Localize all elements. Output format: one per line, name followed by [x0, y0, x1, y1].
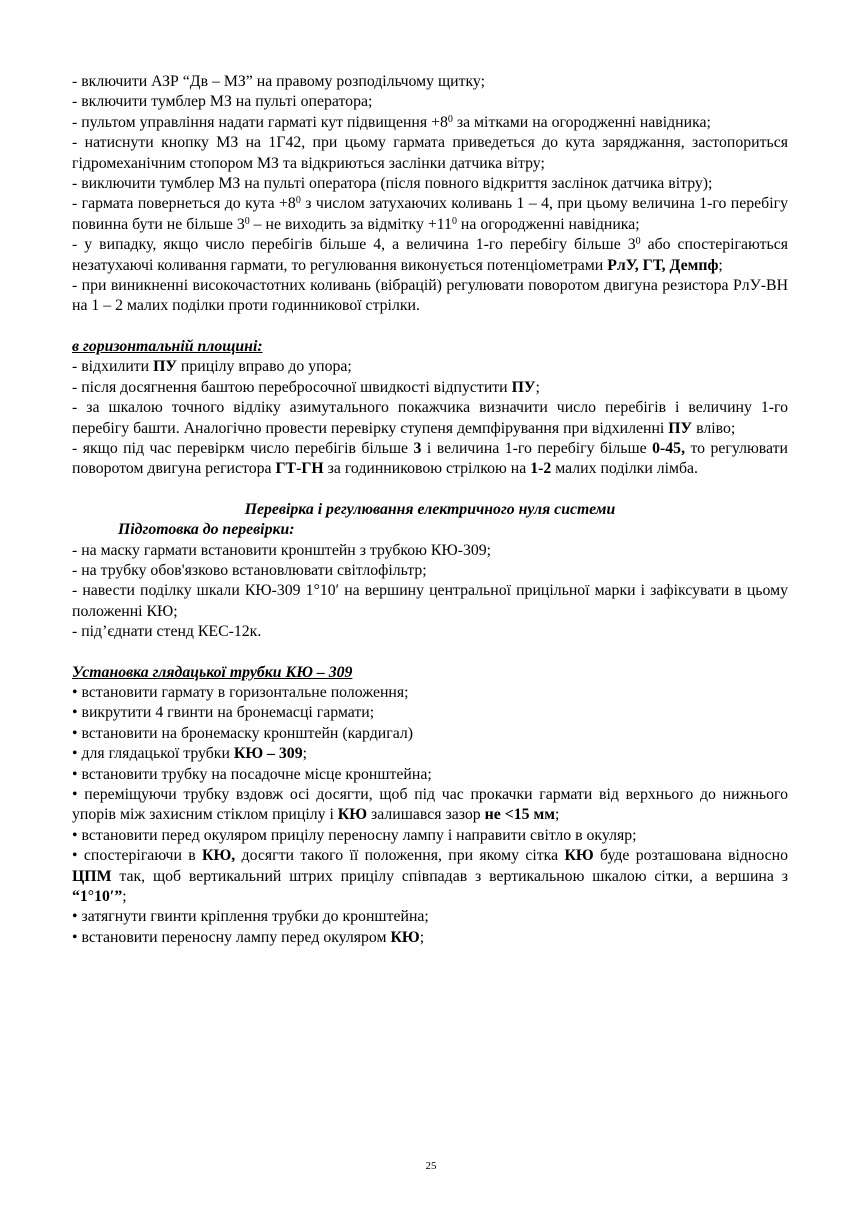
list-item: - виключити тумблер МЗ на пульті оператора (після повного відкриття заслінок датчика вітру); [72, 175, 713, 193]
list-item: - на трубку обов'язково встановлювати світлофільтр; [72, 561, 427, 579]
list-item: - навести поділку шкали КЮ-309 1°10′ на вершину центральної прицільної марки і зафіксувати в цьому положенні КЮ; [72, 582, 788, 620]
section-subtitle: Підготовка до перевірки: [118, 521, 295, 539]
list-item: • викрутити 4 гвинти на бронемасці гармати; [72, 704, 375, 722]
list-item: • встановити перед окуляром прицілу переносну лампу і направити світло в окуляр; [72, 826, 637, 844]
list-item: - відхилити ПУ прицілу вправо до упора; [72, 358, 352, 376]
page-number: 25 [425, 1160, 437, 1172]
list-item: - гармата повернеться до кута $+8^0$ з числом затухаючих коливань 1 – 4, при цьому величина 1-го перебігу повинна бути не більше $3^0$ – не виходить за відмітку $+11^0$ на огородженні навідника; [72, 195, 788, 233]
list-item: - включити АЗР “Дв – МЗ” на правому розподільчому щитку; [72, 73, 486, 90]
bullet-list [72, 683, 788, 948]
list-item: - якщо під час перевіркм число перебігів більше 3 і величина 1-го перебігу більше 0-45, то регулювати поворотом двигуна регистора ГТ-ГН за годинниковою стрілкою на 1-2 малих поділки лімба. [72, 439, 788, 478]
list-item: • встановити на бронемаску кронштейн (кардигал) [72, 724, 413, 742]
list-item: • затягнути гвинти кріплення трубки до кронштейна; [72, 908, 429, 926]
list-item: • встановити переносну лампу перед окуляром КЮ; [72, 928, 425, 946]
list-item: - під’єднати стенд КЕС-12к. [72, 623, 262, 641]
document-page [72, 72, 788, 948]
list-item: - у випадку, якщо число перебігів більше 4, а величина 1-го перебігу більше $3^0$ або спостерігаються незатухаючі коливання гармати, то регулювання виконується потенціометрами РлУ, ГТ, Демпф; [72, 236, 788, 274]
list-item: • для глядацької трубки КЮ – 309; [72, 745, 307, 763]
list-item: • спостерігаючи в КЮ, досягти такого її положення, при якому сітка КЮ буде розташована відносно ЦПМ так, щоб вертикальний штрих прицілу співпадав з вертикальною шкалою сітки, а вершина з “1°10′”; [72, 847, 788, 906]
list-item: • встановити гармату в горизонтальне положення; [72, 683, 409, 701]
section-title: Перевірка і регулювання електричного нуля системи [244, 500, 616, 518]
list-item: • переміщуючи трубку вздовж осі досягти, щоб під час прокачки гармати від верхнього до нижнього упорів між захисним стіклом прицілу і КЮ залишався зазор не <15 мм; [72, 786, 788, 824]
list-item: - включити тумблер МЗ на пульті оператора; [72, 93, 373, 111]
list-item: • встановити трубку на посадочне місце кронштейна; [72, 765, 432, 783]
section-heading: Установка глядацької трубки КЮ – 309 [72, 663, 353, 681]
list-item: - за шкалою точного відліку азимутального покажчика визначити число перебігів і величину 1-го перебігу башти. Аналогічно провести перевірку ступеня демпфірування при відхиленні ПУ вліво; [72, 399, 788, 437]
list-item: - на маску гармати встановити кронштейн з трубкою КЮ-309; [72, 541, 492, 559]
list-item: - пультом управління надати гарматі кут підвищення $+8^0$ за мітками на огородженні навідника; [72, 113, 711, 131]
list-item: - натиснути кнопку МЗ на 1Г42, при цьому гармата приведеться до кута заряджання, застопориться гідромеханічним стопором МЗ та відкриються заслінки датчика вітру; [72, 134, 788, 172]
list-item: - після досягнення баштою перебросочної швидкості відпустити ПУ; [72, 378, 540, 396]
section-heading: в горизонтальній площині: [72, 337, 263, 355]
list-item: - при виникненні високочастотних коливань (вібрацій) регулювати поворотом двигуна резистора РлУ-ВН на 1 – 2 малих поділки проти годинникової стрілки. [72, 277, 788, 315]
